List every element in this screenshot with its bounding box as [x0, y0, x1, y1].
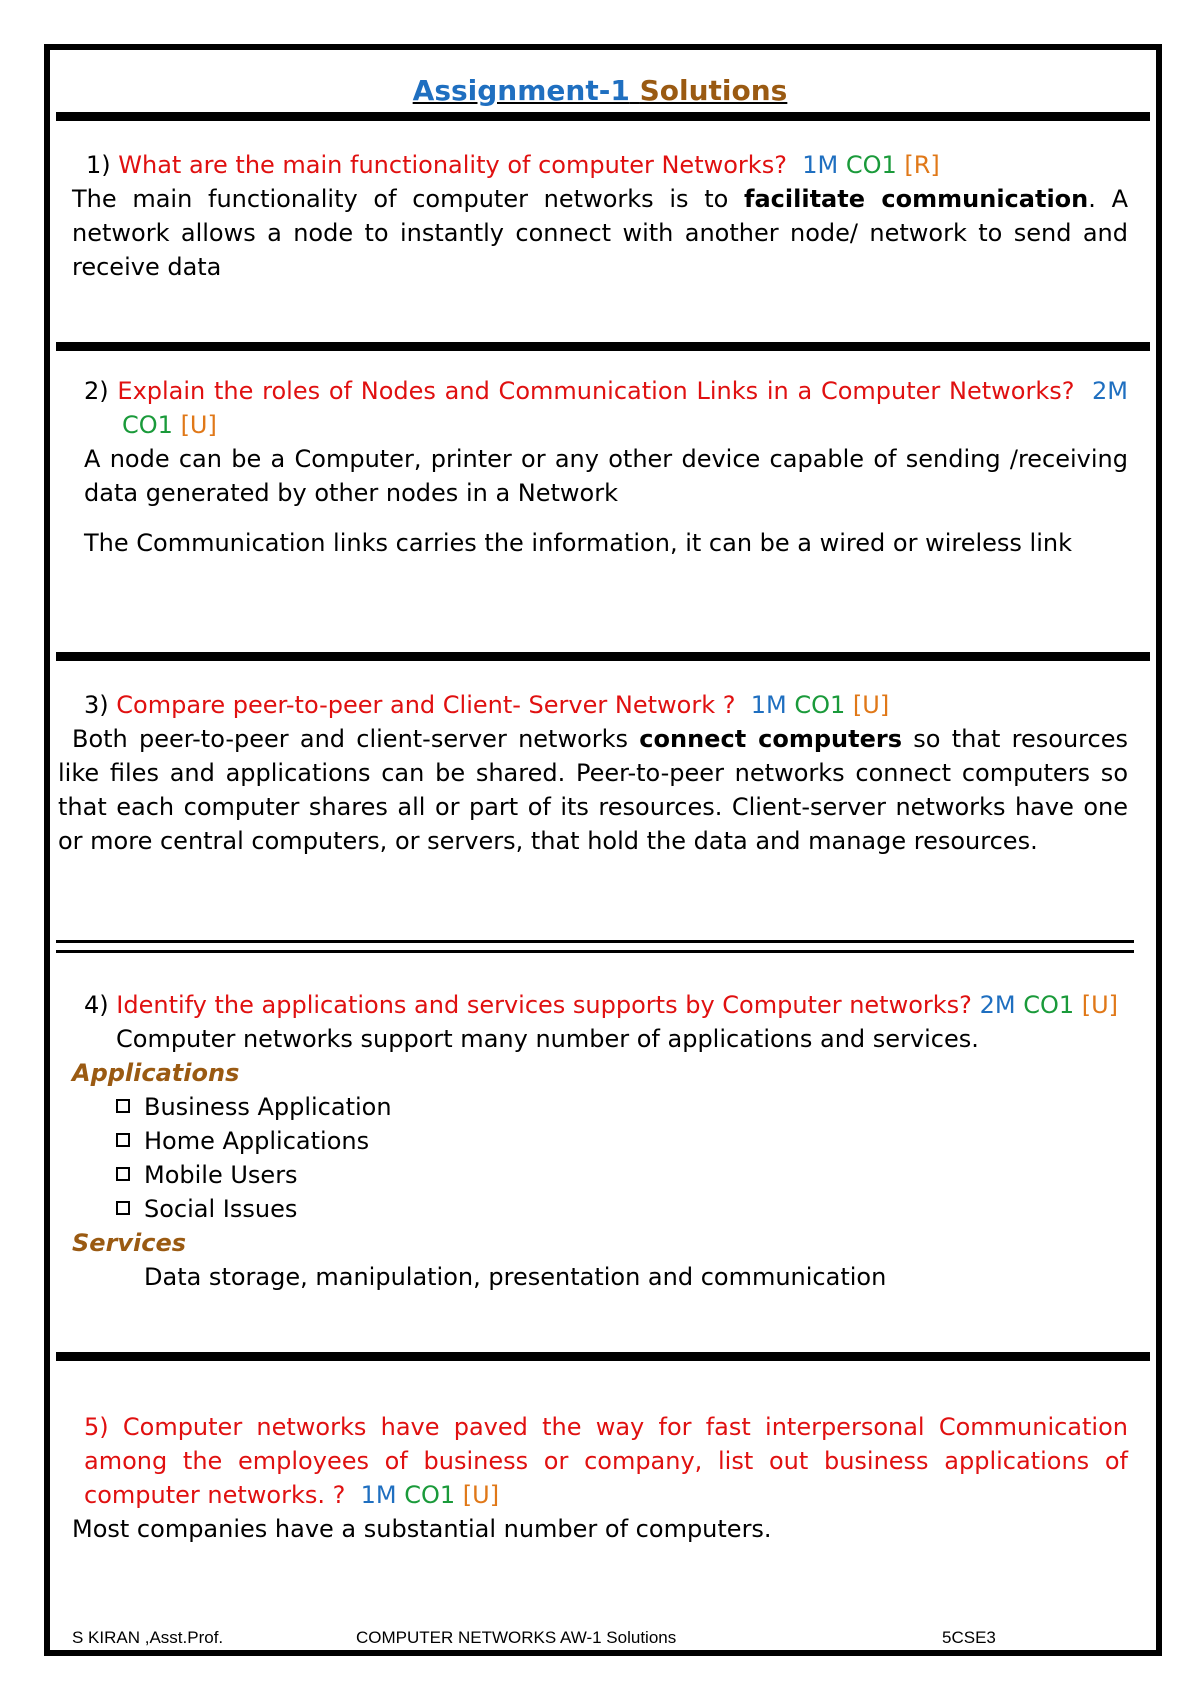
marks-label: 1M	[802, 151, 839, 179]
title-solutions: Solutions	[639, 74, 788, 107]
checkbox-bullet-icon	[116, 1167, 130, 1181]
question-4	[72, 988, 1128, 1294]
answer-part: The main functionality of computer networks is to	[72, 185, 745, 213]
services-heading: Services	[72, 1229, 187, 1257]
answer-bold: facilitate communication	[744, 185, 1089, 213]
level-label: [U]	[180, 411, 217, 439]
services-text: Data storage, manipulation, presentation and communication	[144, 1263, 887, 1291]
separator	[56, 940, 1134, 943]
question-text: Identify the applications and services supports by Computer networks?	[116, 991, 972, 1019]
co-label: CO1	[122, 411, 173, 439]
answer-intro: Computer networks support many number of applications and services.	[116, 1025, 979, 1053]
level-label: [U]	[462, 1481, 500, 1509]
footer-class: 5CSE3	[942, 1628, 996, 1647]
list-item-label: Business Application	[144, 1093, 392, 1121]
list-item	[110, 1192, 1128, 1226]
question-text: Computer networks have paved the way for fast interpersonal Communication among the employees of business or company, list out business applications of computer networks. ?	[84, 1413, 1128, 1509]
answer-part: . A network allows a node to instantly connect with another node/ network to send and receive data	[72, 185, 1128, 281]
marks-label: 2M	[979, 991, 1016, 1019]
question-2	[84, 374, 1128, 560]
separator	[56, 1352, 1150, 1361]
level-label: [U]	[852, 691, 890, 719]
marks-label: 2M	[1092, 377, 1128, 405]
separator	[56, 950, 1134, 953]
answer-bold: connect computers	[639, 725, 902, 753]
separator	[56, 112, 1150, 121]
question-5	[72, 1410, 1128, 1546]
answer-text	[72, 182, 1128, 284]
question-number: 5)	[84, 1413, 109, 1441]
marks-label: 1M	[750, 691, 787, 719]
separator	[56, 342, 1150, 351]
page-title	[0, 74, 1200, 107]
question-text: Compare peer-to-peer and Client- Server Network ?	[116, 691, 736, 719]
co-label: CO1	[794, 691, 846, 719]
list-item-label: Social Issues	[144, 1195, 298, 1223]
marks-label: 1M	[360, 1481, 397, 1509]
question-1	[72, 148, 1128, 284]
checkbox-bullet-icon	[116, 1099, 130, 1113]
answer-text	[58, 722, 1128, 858]
title-assignment: Assignment-1	[412, 74, 630, 107]
footer-course: COMPUTER NETWORKS AW-1 Solutions	[356, 1628, 677, 1647]
question-number: 3)	[84, 691, 109, 719]
answer-text: Most companies have a substantial number of computers.	[72, 1515, 772, 1543]
question-number: 4)	[84, 991, 109, 1019]
answer-part: so that resources like files and applications can be shared. Peer-to-peer networks connect computers so that each computer shares all or part of its resources. Client-server networks have one or more central computers, or servers, that hold the data and manage resources.	[58, 725, 1128, 855]
question-3	[58, 688, 1128, 858]
list-item	[110, 1124, 1128, 1158]
question-number: 2)	[84, 377, 109, 405]
co-label: CO1	[1023, 991, 1075, 1019]
co-label: CO1	[404, 1481, 456, 1509]
co-label: CO1	[845, 151, 897, 179]
footer-author: S KIRAN ,Asst.Prof.	[72, 1628, 224, 1647]
list-item	[110, 1158, 1128, 1192]
answer-text: The Communication links carries the information, it can be a wired or wireless link	[84, 529, 1072, 557]
separator	[56, 652, 1150, 661]
checkbox-bullet-icon	[116, 1201, 130, 1215]
checkbox-bullet-icon	[116, 1133, 130, 1147]
list-item-label: Mobile Users	[144, 1161, 298, 1189]
applications-heading: Applications	[72, 1059, 240, 1087]
question-text: What are the main functionality of computer Networks?	[118, 151, 787, 179]
applications-list	[110, 1090, 1128, 1226]
level-label: [U]	[1081, 991, 1119, 1019]
question-text: Explain the roles of Nodes and Communication Links in a Computer Networks?	[117, 377, 1075, 405]
level-label: [R]	[904, 151, 940, 179]
list-item	[110, 1090, 1128, 1124]
answer-part: Both peer-to-peer and client-server networks	[72, 725, 640, 753]
answer-text: A node can be a Computer, printer or any other device capable of sending /receiving data generated by other nodes in a Network	[84, 445, 1128, 507]
question-number: 1)	[86, 151, 111, 179]
list-item-label: Home Applications	[144, 1127, 370, 1155]
